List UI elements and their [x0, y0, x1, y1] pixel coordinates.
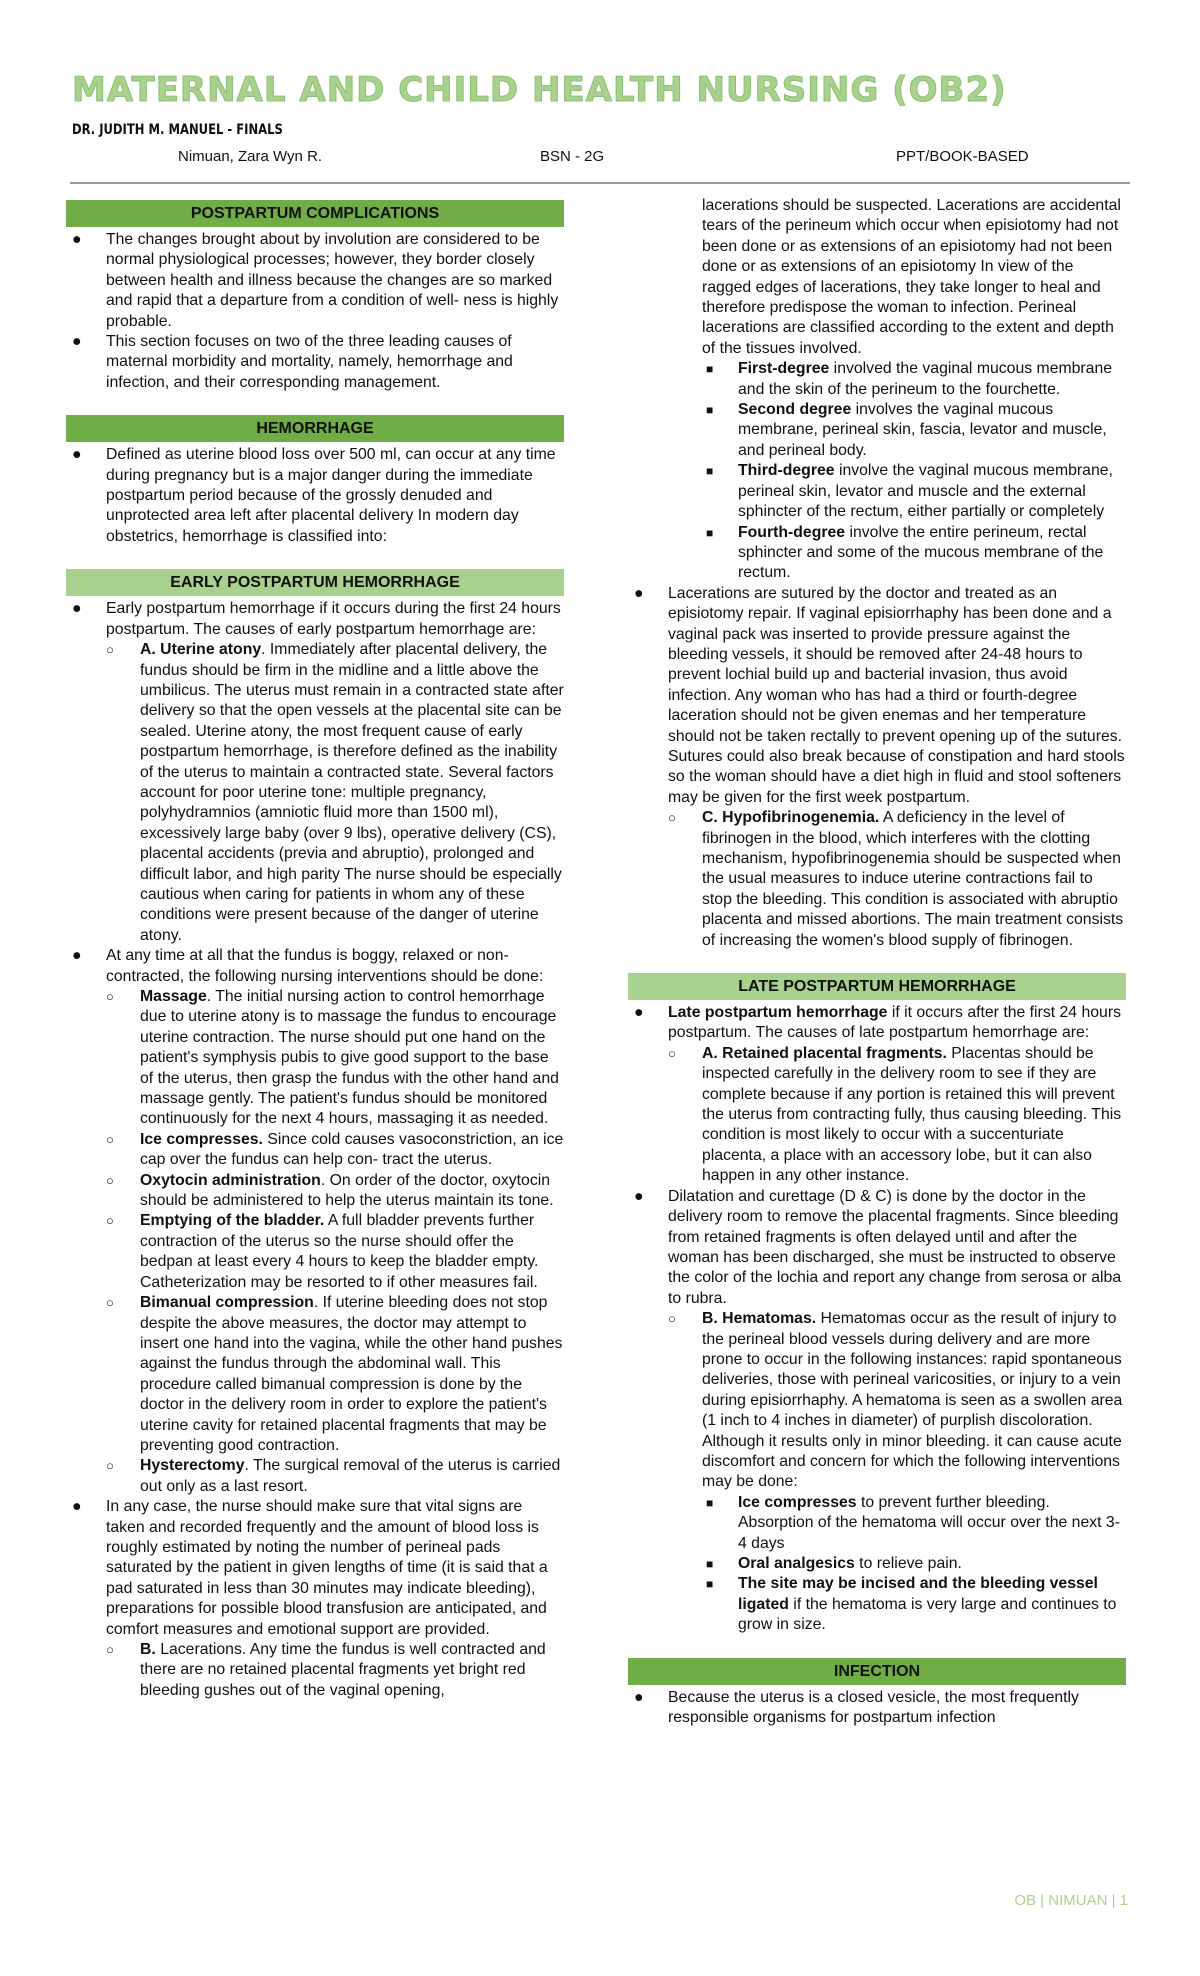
list-item: ○ Hysterectomy. The surgical removal of the uterus is carried out only as a last resort.	[106, 1457, 561, 1495]
list-item: ● Defined as uterine blood loss over 500 ml, can occur at any time during pregnancy but is a major danger during the immediate postpartum period because of the grossly denuded and unprotected area left after placental delivery In modern day obstetrics, hemorrhage is classified into:	[72, 446, 556, 545]
list-item: ○ B. Hematomas. Hematomas occur as the result of injury to the perineal blood vessels during delivery and are more prone to occur in the following instances: rapid spontaneous deliveries, those with perineal varicosities, or injury to a vein during episiorrhaphy. A hematoma is seen as a swollen area (1 inch to 4 inches in diameter) of purplish discoloration. Although it results only in minor bleeding. it can cause acute discomfort and concern for which the following interventions may be done:	[668, 1310, 1123, 1491]
basis-label: PPT/BOOK-BASED	[896, 148, 1029, 165]
list-item: ■ Ice compresses to prevent further bleeding. Absorption of the hematoma will occur over the next 3-4 days	[706, 1493, 1120, 1552]
postpartum-heading: POSTPARTUM COMPLICATIONS	[66, 200, 564, 227]
list-item: ● Early postpartum hemorrhage if it occurs during the first 24 hours postpartum. The causes of early postpartum hemorrhage are:	[72, 600, 561, 638]
list-item: ■ The site may be incised and the bleeding vessel ligated if the hematoma is very large and continues to grow in size.	[706, 1575, 1117, 1634]
laceration-continued: lacerations should be suspected. Lacerations are accidental tears of the perineum which occur when episiotomy had not been done or as extensions of an episiotomy had not been done or as extensions of an episiotomy In view of the ragged edges of lacerations, they take longer to heal and therefore predispose the woman to infection. Perineal lacerations are classified according to the extent and depth of the tissues involved.	[702, 197, 1121, 357]
list-item: ● In any case, the nurse should make sure that vital signs are taken and recorded frequently and the amount of blood loss is roughly estimated by noting the number of perineal pads saturated by the patient in given lengths of time (it is said that a pad saturated in less than 30 minutes may indicate bleeding), preparations for possible blood transfusion are anticipated, and comfort measures and emotional support are provided.	[72, 1498, 548, 1638]
hemorrhage-heading: HEMORRHAGE	[66, 415, 564, 442]
list-item: ■ Oral analgesics to relieve pain.	[706, 1555, 962, 1572]
document-title: MATERNAL AND CHILD HEALTH NURSING (OB2)	[72, 70, 1007, 110]
list-item: ● Late postpartum hemorrhage if it occurs after the first 24 hours postpartum. The causes of late postpartum hemorrhage are:	[634, 1004, 1121, 1042]
list-item: ● Because the uterus is a closed vesicle, the most frequently responsible organisms for postpartum infection	[634, 1688, 1079, 1727]
student-name: Nimuan, Zara Wyn R.	[178, 148, 323, 165]
early-hemorrhage-heading: EARLY POSTPARTUM HEMORRHAGE	[66, 569, 564, 596]
list-item: ● Dilatation and curettage (D & C) is done by the doctor in the delivery room to remove the placental fragments. Since bleeding from retained fragments is often delayed until and after the woman has been discharged, she must be instructed to observe the color of the lochia and report any change from serosa or alba to rubra.	[634, 1187, 1122, 1307]
right-column	[626, 196, 1126, 1728]
header-divider	[70, 182, 1130, 184]
list-item: ● At any time at all that the fundus is boggy, relaxed or non-contracted, the following nursing interventions should be done:	[72, 947, 544, 985]
list-item: ○ Massage. The initial nursing action to control hemorrhage due to uterine atony is to massage the fundus to encourage uterine contraction. The nurse should put one hand on the patient's symphysis pubis to give good support to the base of the uterus, then grasp the fundus with the other hand and massage gently. The patient's fundus should be monitored continuously for the next 4 hours, massaging it as needed.	[106, 988, 559, 1128]
late-hemorrhage-heading: LATE POSTPARTUM HEMORRHAGE	[628, 973, 1126, 1000]
list-item: ■ First-degree involved the vaginal mucous membrane and the skin of the perineum to the fourchette.	[706, 360, 1113, 398]
list-item: ● The changes brought about by involution are considered to be normal physiological processes; however, they border closely between health and illness because the changes are so marked and rapid that a departure from a condition of well- ness is highly probable.	[72, 231, 559, 330]
list-item: ■ Fourth-degree involve the entire perineum, rectal sphincter and some of the mucous membrane of the rectum.	[706, 523, 1104, 582]
list-item: ○ Oxytocin administration. On order of the doctor, oxytocin should be administered to help the uterus maintain its tone.	[106, 1171, 554, 1210]
list-item: ○ Emptying of the bladder. A full bladder prevents further contraction of the uterus so the nurse should offer the bedpan at least every 4 hours to keep the bladder empty. Catheterization may be resorted to if other measures fail.	[106, 1212, 539, 1291]
document-subtitle: DR. JUDITH M. MANUEL - FINALS	[72, 122, 283, 138]
list-item: ○ Bimanual compression. If uterine bleeding does not stop despite the above measures, the doctor may attempt to insert one hand into the vagina, while the other hand pushes against the fundus through the abdominal wall. This procedure called bimanual compression is done by the doctor in the delivery room in order to explore the patient's uterine cavity for retained placental fragments that may be preventing good contraction.	[106, 1294, 563, 1454]
list-item: ■ Second degree involves the vaginal mucous membrane, perineal skin, fascia, levator and muscle, and perineal body.	[706, 401, 1107, 459]
list-item: ○ A. Uterine atony. Immediately after placental delivery, the fundus should be firm in the midline and a little above the umbilicus. The uterus must remain in a contracted state after delivery so that the open vessels at the placental site can be sealed. Uterine atony, the most frequent cause of early postpartum hemorrhage, is therefore defined as the inability of the uterus to maintain a contracted state. Several factors account for poor uterine tone: multiple pregnancy, polyhydramnios (amniotic fluid more than 1500 ml), excessively large baby (over 9 lbs), operative delivery (CS), placental accidents (previa and abruptio), prolonged and difficult labor, and high parity The nurse should be especially cautious when caring for patients in whom any of these conditions were present because of the danger of uterine atony.	[106, 641, 564, 944]
page-footer: OB | NIMUAN | 1	[1014, 1892, 1128, 1909]
list-item: ○ A. Retained placental fragments. Placentas should be inspected carefully in the delivery room to see if they are complete because if any portion is retained this will prevent the uterus from contracting fully, thus causing bleeding. This condition is most likely to occur with a succenturiate placenta, a place with an accessory lobe, but it can also happen in any other instance.	[668, 1044, 1122, 1185]
section-label: BSN - 2G	[540, 148, 605, 165]
left-column	[64, 200, 564, 1701]
list-item: ■ Third-degree involve the vaginal mucous membrane, perineal skin, levator and muscle and the external sphincter of the rectum, either partially or completely	[706, 462, 1113, 521]
list-item: ○ Ice compresses. Since cold causes vasoconstriction, an ice cap over the fundus can help con- tract the uterus.	[106, 1130, 564, 1169]
list-item: ● This section focuses on two of the three leading causes of maternal morbidity and mortality, namely, hemorrhage and infection, and their corresponding management.	[72, 333, 513, 391]
list-item: ○ C. Hypofibrinogenemia. A deficiency in the level of fibrinogen in the blood, which interferes with the clotting mechanism, hypofibrinogenemia should be suspected when the usual measures to induce uterine contractions fail to stop the bleeding. This condition is associated with abruptio placenta and missed abortions. The main treatment consists of increasing the women's blood supply of fibrinogen.	[668, 809, 1124, 949]
list-item: ○ B. Lacerations. Any time the fundus is well contracted and there are no retained placental fragments yet bright red bleeding gushes out of the vaginal opening,	[106, 1641, 546, 1699]
infection-heading: INFECTION	[628, 1658, 1126, 1685]
list-item: ● Lacerations are sutured by the doctor and treated as an episiotomy repair. If vaginal episiorrhaphy has been done and a vaginal pack was inserted to provide pressure against the bleeding vessels, it should be removed after 24-48 hours to prevent lochial build up and bacterial invasion, thus avoid infection. Any woman who has had a third or fourth-degree laceration should not be given enemas and her temperature should not be taken rectally to prevent opening up of the sutures. Sutures could also break because of constipation and hard stools so the woman should have a diet high in fluid and stool softeners may be given for the first week postpartum.	[634, 584, 1125, 806]
